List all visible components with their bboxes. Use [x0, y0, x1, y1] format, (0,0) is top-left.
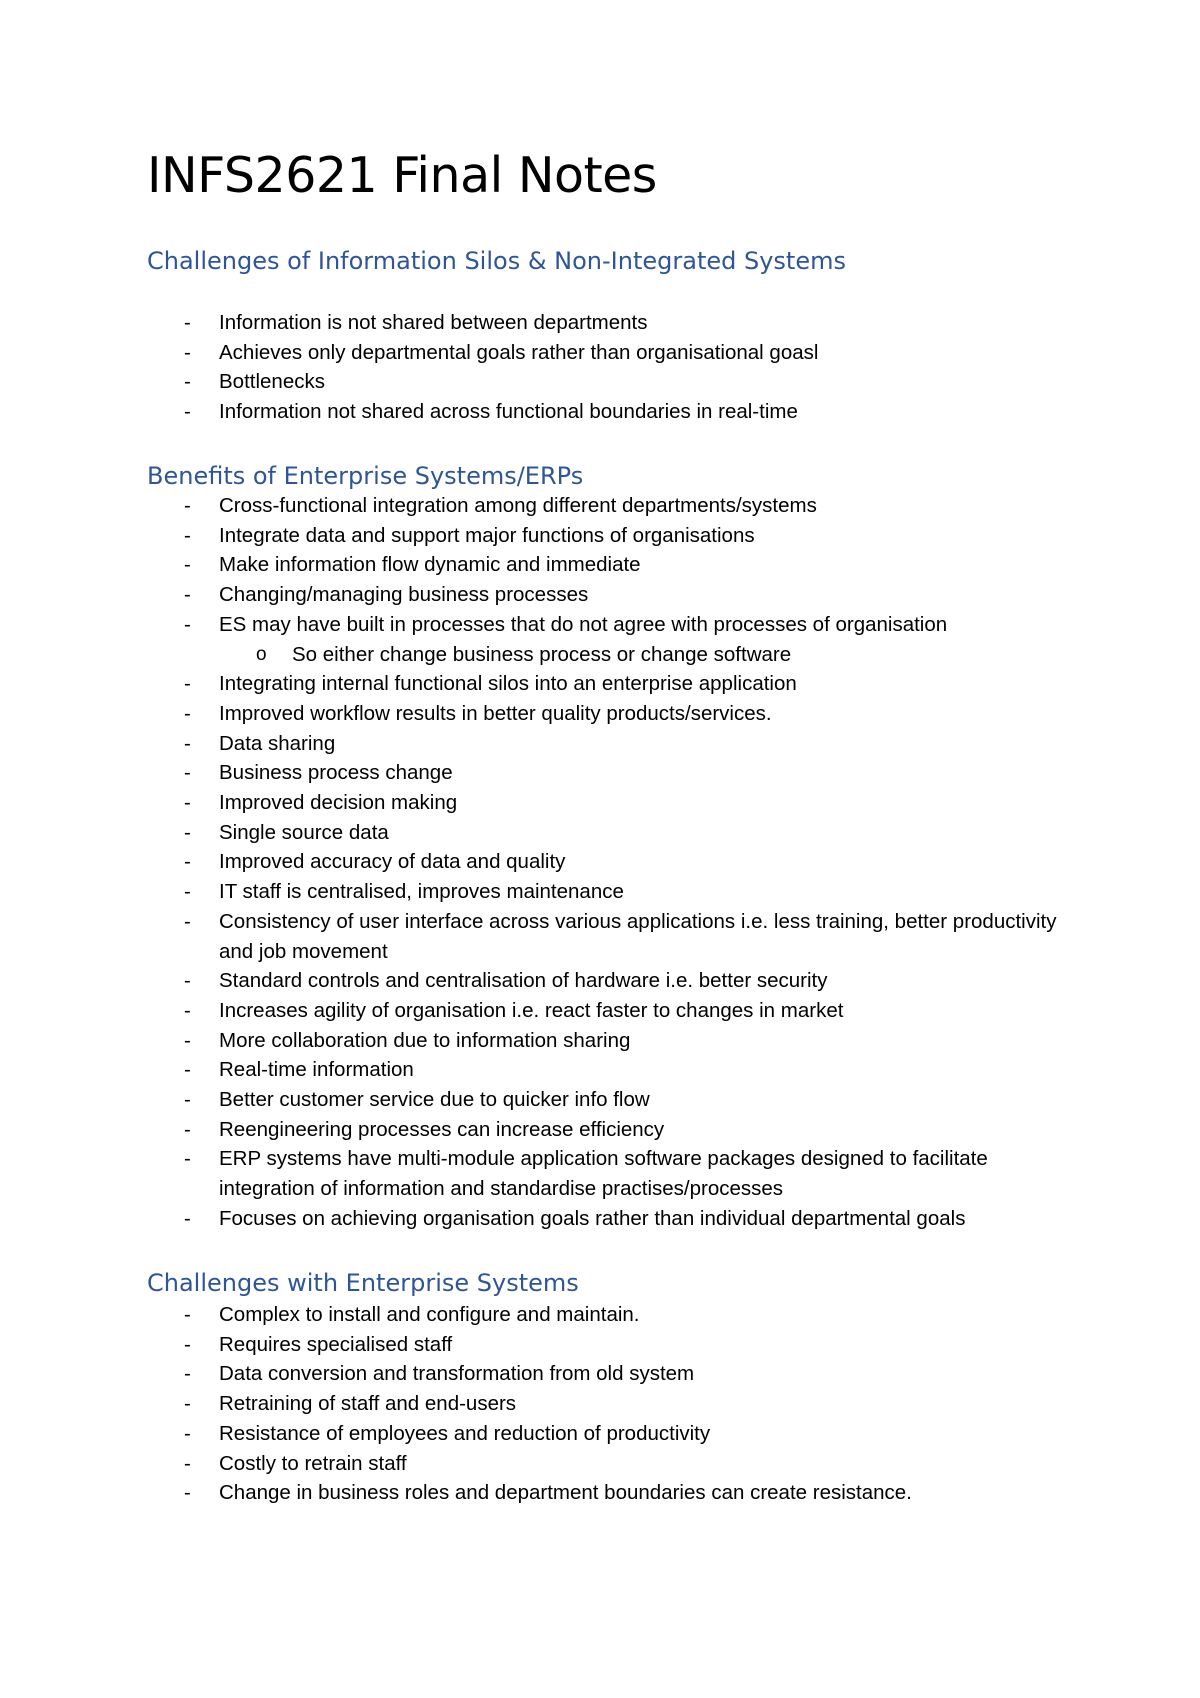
list-item: - Integrating internal functional silos into an enterprise application	[0, 669, 1069, 699]
list-item: - ERP systems have multi-module application software packages designed to facilitate integration of information and standardise practises/processes	[0, 1144, 1069, 1203]
dash-bullet: -	[184, 1028, 191, 1052]
circle-bullet: o	[256, 643, 267, 665]
section-heading-challenges-with-enterprise-systems: Challenges with Enterprise Systems	[147, 1269, 579, 1297]
list-item: - Information is not shared between departments	[0, 308, 1069, 338]
dash-bullet: -	[184, 523, 191, 547]
benefits-list	[0, 491, 1069, 1234]
list-item: - Changing/managing business processes	[0, 580, 1069, 610]
dash-bullet: -	[184, 998, 191, 1022]
dash-bullet: -	[184, 494, 191, 517]
dash-bullet: -	[184, 850, 191, 874]
list-item: - More collaboration due to information sharing	[0, 1026, 1069, 1056]
list-item: - Real-time information	[0, 1055, 1069, 1085]
dash-bullet: -	[184, 731, 191, 755]
list-item: - Reengineering processes can increase efficiency	[0, 1115, 1069, 1145]
list-item: - Information not shared across functional boundaries in real-time	[0, 397, 1069, 427]
dash-bullet: -	[184, 1451, 191, 1475]
list-item: - Bottlenecks	[0, 367, 1069, 397]
dash-bullet: -	[184, 400, 191, 424]
list-item: - Single source data	[0, 818, 1069, 848]
list-item: - Complex to install and configure and maintain.	[0, 1300, 1069, 1330]
dash-bullet: -	[184, 969, 191, 993]
list-item: - Increases agility of organisation i.e. react faster to changes in market	[0, 996, 1069, 1026]
list-item: - Resistance of employees and reduction of productivity	[0, 1419, 1069, 1449]
list-item: - Integrate data and support major functions of organisations	[0, 521, 1069, 551]
dash-bullet: -	[184, 1088, 191, 1112]
list-item: - IT staff is centralised, improves maintenance	[0, 877, 1069, 907]
dash-bullet: -	[184, 583, 191, 607]
dash-bullet: -	[184, 791, 191, 815]
information-silos-list	[0, 308, 1069, 427]
list-item: - Requires specialised staff	[0, 1330, 1069, 1360]
list-item: - Retraining of staff and end-users	[0, 1389, 1069, 1419]
dash-bullet: -	[184, 880, 191, 904]
dash-bullet: -	[184, 909, 191, 933]
dash-bullet: -	[184, 672, 191, 696]
dash-bullet: -	[184, 820, 191, 844]
list-item: - Costly to retrain staff	[0, 1449, 1069, 1479]
dash-bullet: -	[184, 701, 191, 725]
dash-bullet: -	[184, 1058, 191, 1082]
dash-bullet: -	[184, 1392, 191, 1416]
dash-bullet: -	[184, 370, 191, 394]
dash-bullet: -	[184, 311, 191, 334]
section-heading-information-silos: Challenges of Information Silos & Non-Integrated Systems	[147, 247, 846, 275]
dash-bullet: -	[184, 1303, 191, 1326]
list-item: - Data conversion and transformation from old system	[0, 1359, 1069, 1389]
list-item: - Improved decision making	[0, 788, 1069, 818]
dash-bullet: -	[184, 761, 191, 785]
list-item: - Cross-functional integration among different departments/systems	[0, 491, 1069, 521]
list-item: - Achieves only departmental goals rather than organisational goasl	[0, 338, 1069, 368]
section-heading-benefits-of-enterprise-systems: Benefits of Enterprise Systems/ERPs	[147, 462, 584, 490]
list-item: - Make information flow dynamic and immediate	[0, 550, 1069, 580]
dash-bullet: -	[184, 612, 191, 636]
list-item: - Improved workflow results in better quality products/services.	[0, 699, 1069, 729]
dash-bullet: -	[184, 340, 191, 364]
dash-bullet: -	[184, 1362, 191, 1386]
list-item: - Business process change	[0, 758, 1069, 788]
list-item: - Better customer service due to quicker info flow	[0, 1085, 1069, 1115]
list-item: - Focuses on achieving organisation goals rather than individual departmental goals	[0, 1204, 1069, 1234]
list-item: - Standard controls and centralisation of hardware i.e. better security	[0, 966, 1069, 996]
sub-list-item: o So either change business process or change software	[0, 640, 1069, 670]
list-item: - Data sharing	[0, 729, 1069, 759]
list-item: - Change in business roles and department boundaries can create resistance.	[0, 1478, 1069, 1508]
dash-bullet: -	[184, 1147, 191, 1171]
list-item: - ES may have built in processes that do not agree with processes of organisation	[0, 610, 1069, 640]
challenges-list	[0, 1300, 1069, 1508]
dash-bullet: -	[184, 1206, 191, 1230]
dash-bullet: -	[184, 1332, 191, 1356]
dash-bullet: -	[184, 1481, 191, 1505]
list-item: - Consistency of user interface across various applications i.e. less training, better productivity and job movement	[0, 907, 1069, 966]
list-item: - Improved accuracy of data and quality	[0, 847, 1069, 877]
dash-bullet: -	[184, 1421, 191, 1445]
dash-bullet: -	[184, 553, 191, 577]
document-title: INFS2621 Final Notes	[147, 147, 657, 204]
dash-bullet: -	[184, 1117, 191, 1141]
